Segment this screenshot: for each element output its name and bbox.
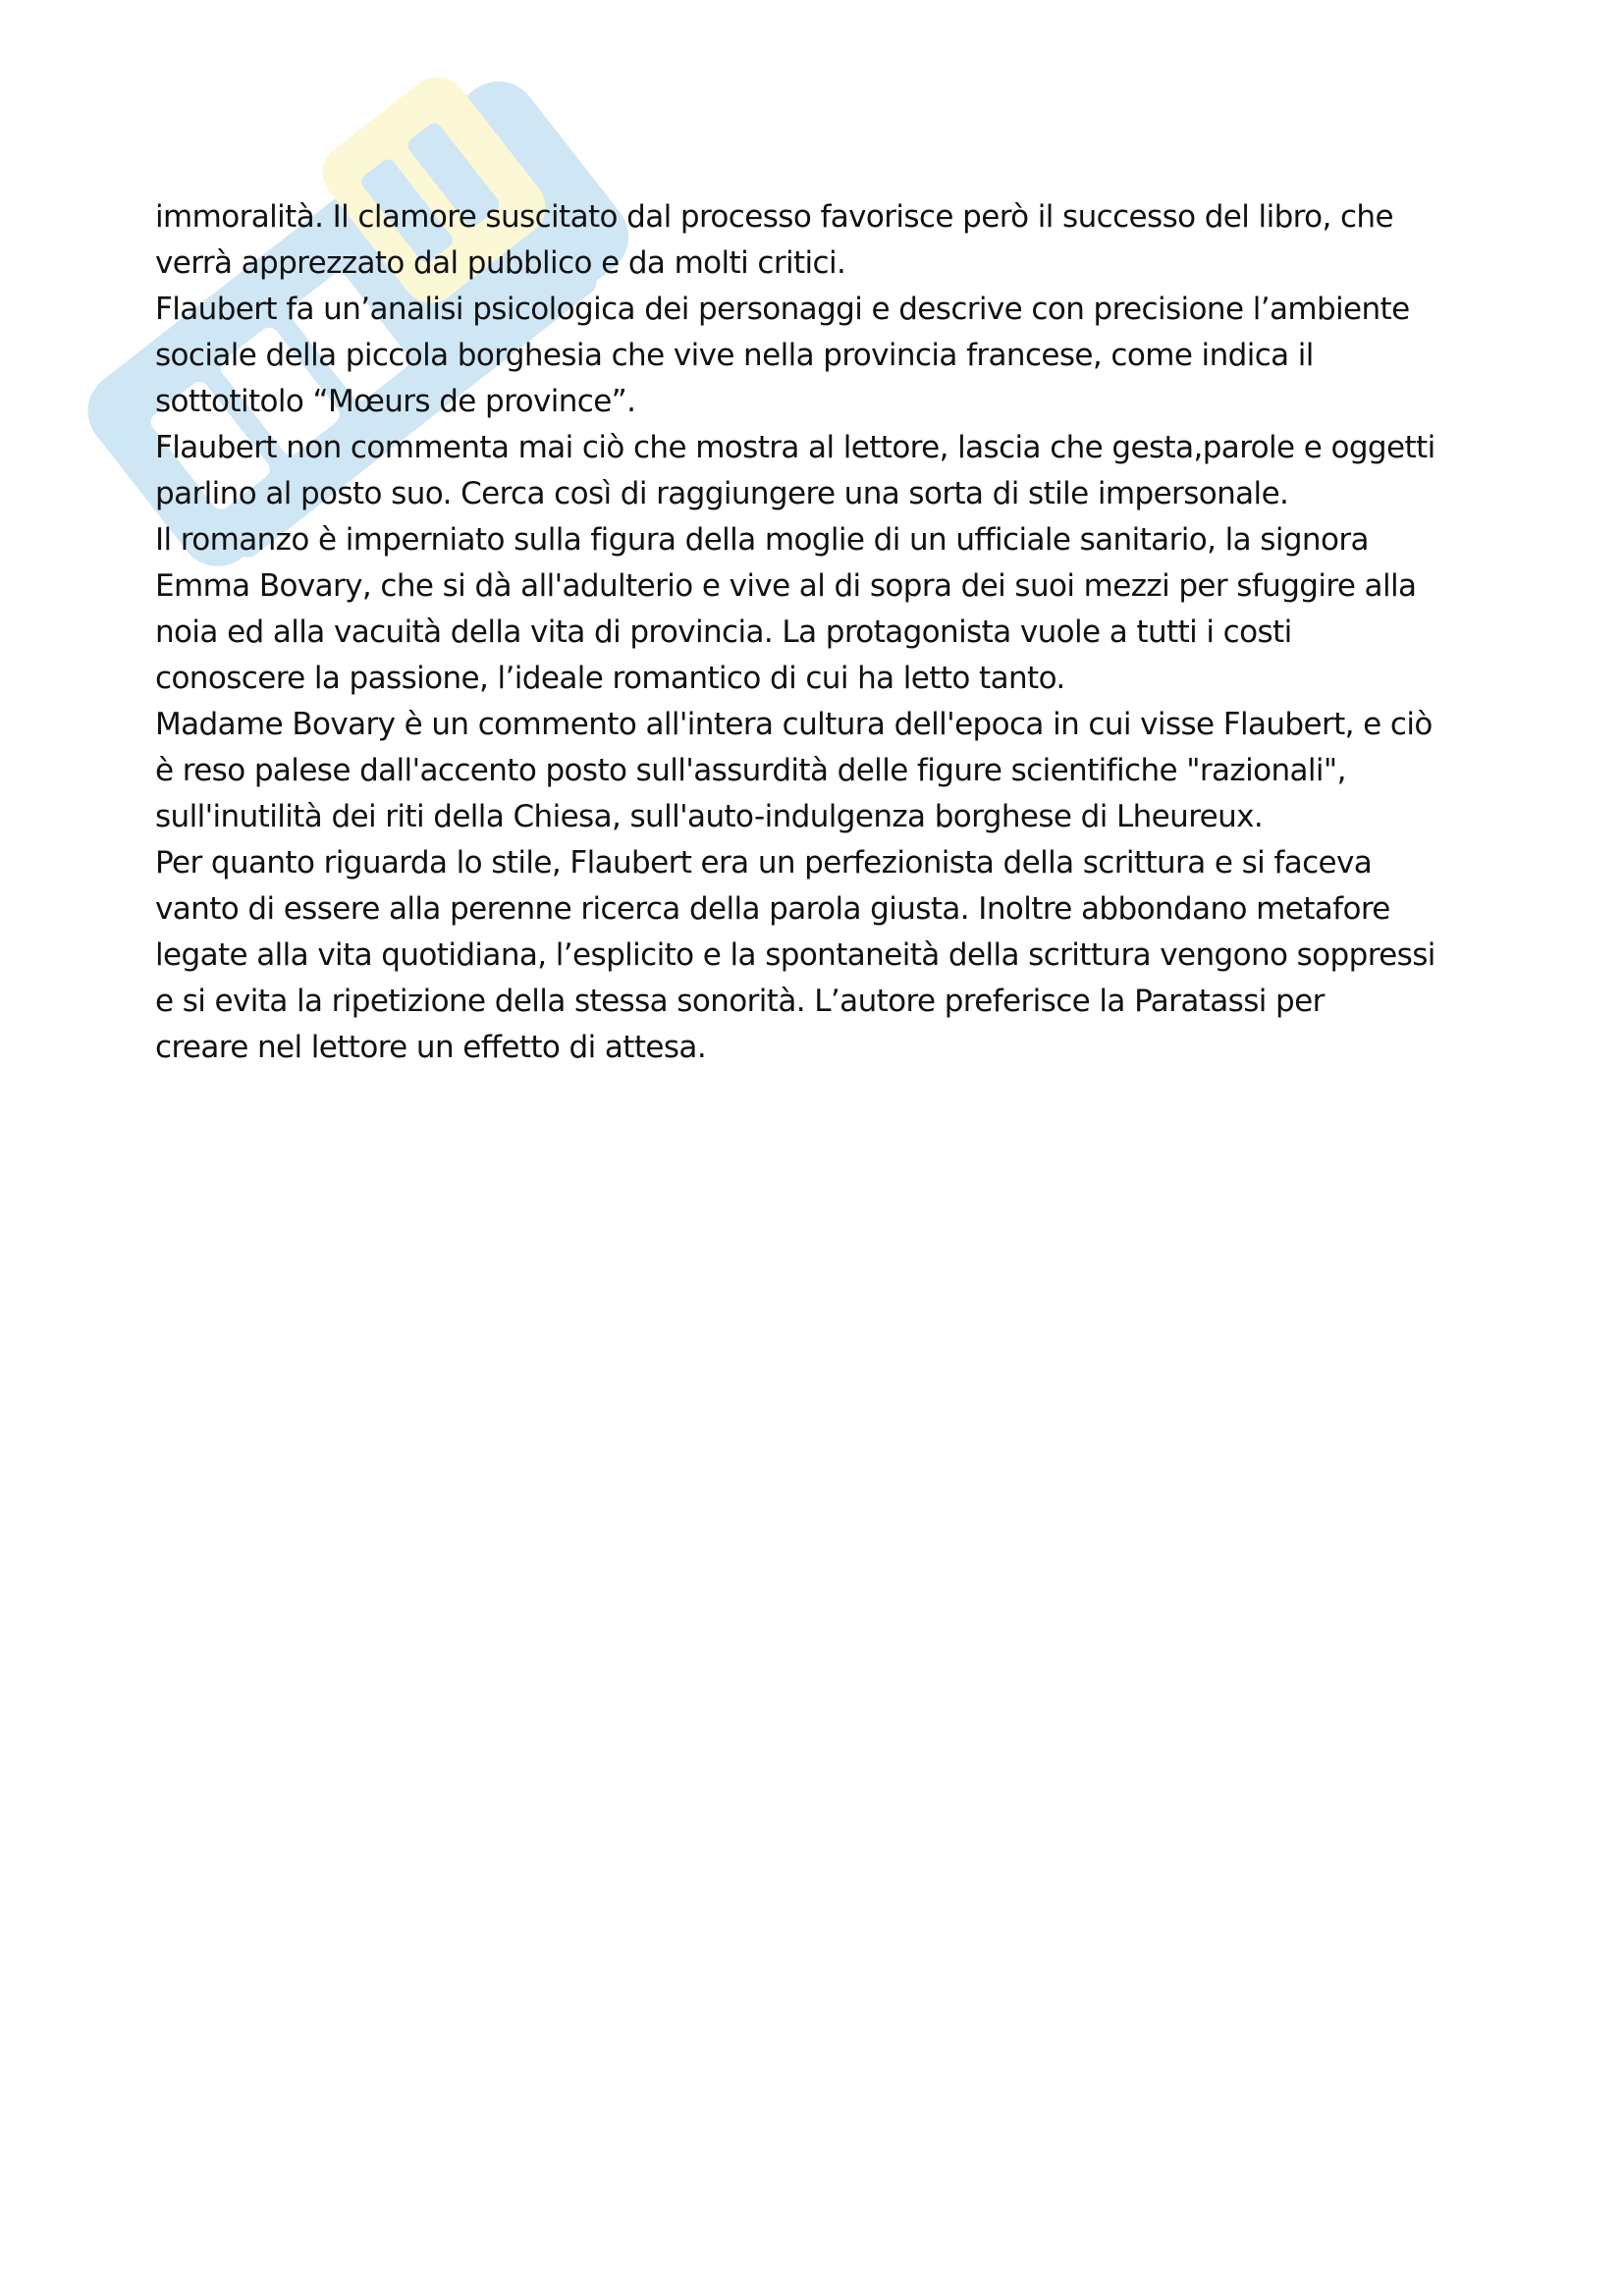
text-line: Emma Bovary, che si dà all'adulterio e vive al di sopra dei suoi mezzi per sfuggire alla xyxy=(155,568,1417,604)
text-line: sociale della piccola borghesia che vive nella provincia francese, come indica il xyxy=(155,338,1314,373)
text-line: sottotitolo “Mœurs de province”. xyxy=(155,384,636,419)
text-line: sull'inutilità dei riti della Chiesa, sull'auto-indulgenza borghese di Lheureux. xyxy=(155,799,1264,834)
text-line: noia ed alla vacuità della vita di provincia. La protagonista vuole a tutti i costi xyxy=(155,614,1292,650)
document-body xyxy=(155,194,1530,1071)
text-line: Flaubert fa un’analisi psicologica dei personaggi e descrive con precisione l’ambiente xyxy=(155,292,1410,327)
text-line: e si evita la ripetizione della stessa sonorità. L’autore preferisce la Paratassi per xyxy=(155,984,1325,1019)
text-line: Per quanto riguarda lo stile, Flaubert era un perfezionista della scrittura e si faceva xyxy=(155,845,1373,881)
text-line: Flaubert non commenta mai ciò che mostra al lettore, lascia che gesta,parole e oggetti xyxy=(155,430,1435,465)
text-line: conoscere la passione, l’ideale romantico di cui ha letto tanto. xyxy=(155,661,1065,696)
text-line: Il romanzo è imperniato sulla figura della moglie di un ufficiale sanitario, la signora xyxy=(155,522,1369,558)
text-line: parlino al posto suo. Cerca così di raggiungere una sorta di stile impersonale. xyxy=(155,476,1289,511)
text-line: verrà apprezzato dal pubblico e da molti critici. xyxy=(155,245,846,281)
text-line: legate alla vita quotidiana, l’esplicito e la spontaneità della scrittura vengono soppressi xyxy=(155,937,1435,973)
text-line: vanto di essere alla perenne ricerca della parola giusta. Inoltre abbondano metafore xyxy=(155,891,1390,927)
text-line: Madame Bovary è un commento all'intera cultura dell'epoca in cui visse Flaubert, e ciò xyxy=(155,707,1433,742)
text-line: è reso palese dall'accento posto sull'assurdità delle figure scientifiche "razionali", xyxy=(155,753,1346,788)
text-line: immoralità. Il clamore suscitato dal processo favorisce però il successo del libro, che xyxy=(155,199,1393,235)
text-line: creare nel lettore un effetto di attesa. xyxy=(155,1030,707,1065)
